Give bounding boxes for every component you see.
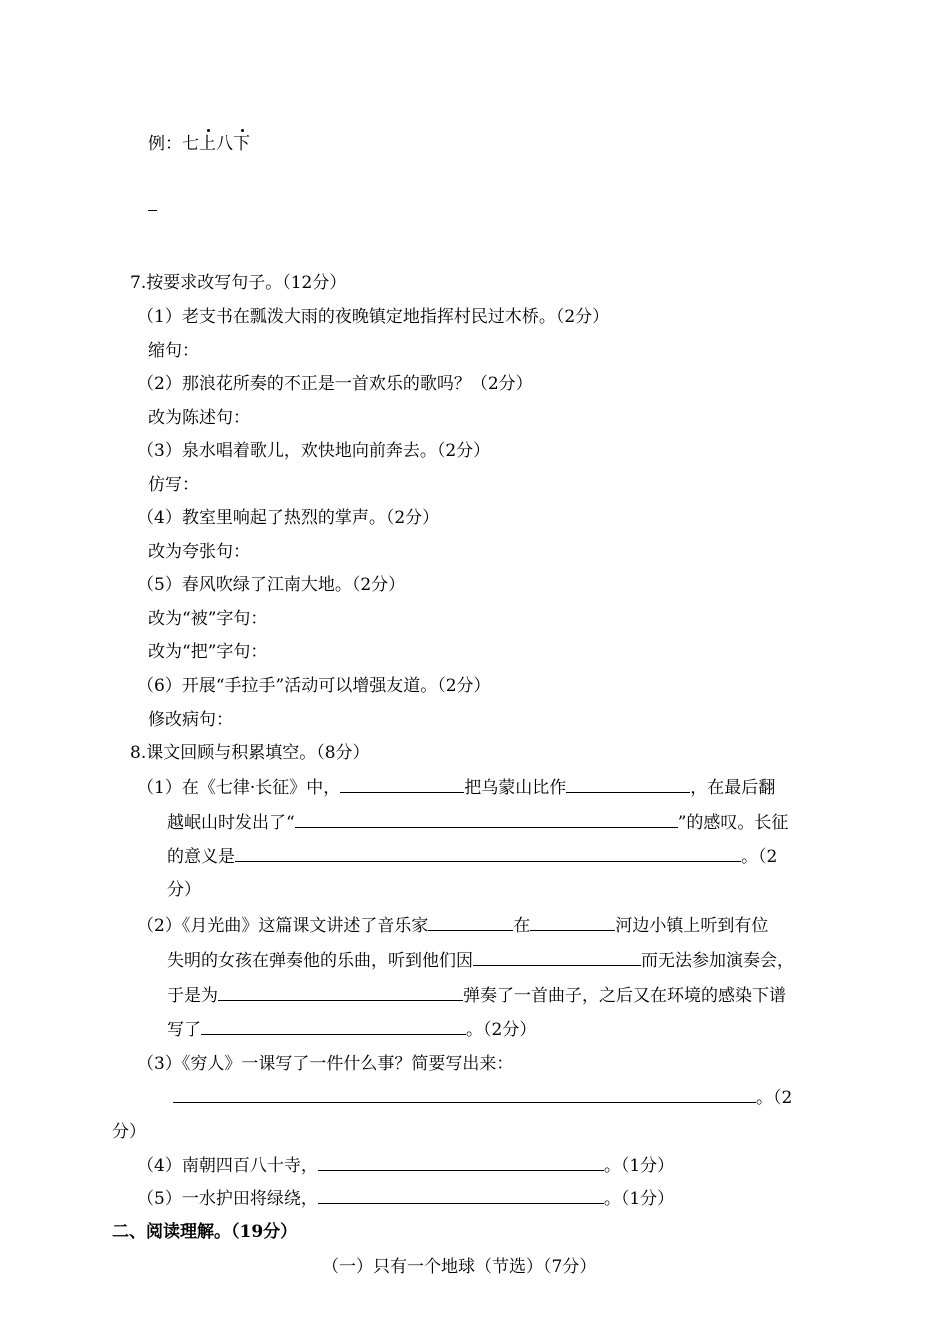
- q7-task-3: 仿写：: [148, 475, 199, 495]
- q7-item-5: （5）春风吹绿了江南大地。（2分）: [137, 575, 406, 595]
- example-line: [148, 133, 250, 155]
- blank-field[interactable]: [318, 1187, 604, 1204]
- blank-field[interactable]: [530, 914, 615, 931]
- q8-p2-text-h: 写了: [167, 1020, 201, 1040]
- blank-field[interactable]: [340, 776, 464, 793]
- blank-field[interactable]: [201, 1018, 466, 1035]
- blank-field[interactable]: [473, 949, 641, 966]
- q7-item-4: （4）教室里响起了热烈的掌声。（2分）: [137, 508, 440, 528]
- q7-item-2: （2）那浪花所奏的不正是一首欢乐的歌吗？（2分）: [137, 374, 533, 394]
- q8-p1-text-g: 。（2: [741, 847, 778, 867]
- q7-task-4: 改为夸张句：: [148, 542, 250, 562]
- q8-p1-line4: 分）: [167, 880, 201, 900]
- q8-p4-text-b: 。（1分）: [603, 1156, 675, 1176]
- q8-p1-line2: [167, 811, 788, 834]
- q7-task-6: 修改病句：: [148, 710, 233, 730]
- q8-p2-text-d: 失明的女孩在弹奏他的乐曲，听到他们因: [167, 951, 473, 971]
- q8-p1-line1: [137, 776, 775, 799]
- section2-subtitle: （一）只有一个地球（节选）（7分）: [322, 1257, 597, 1277]
- q8-p2-line1: [137, 914, 768, 937]
- q8-p1-line3: [167, 845, 777, 868]
- q8-p3-line3: 分）: [112, 1122, 146, 1142]
- q8-p5-text-b: 。（1分）: [603, 1189, 675, 1209]
- q8-title: 8.课文回顾与积累填空。（8分）: [130, 743, 370, 763]
- q7-item-6: （6）开展“手拉手”活动可以增强友道。（2分）: [137, 676, 491, 696]
- q8-p5-line: [137, 1187, 674, 1210]
- q8-p2-line3: [167, 984, 786, 1007]
- q7-item-3: （3）泉水唱着歌儿，欢快地向前奔去。（2分）: [137, 441, 491, 461]
- dotted-char-up: 上: [199, 134, 216, 154]
- q7-task-2: 改为陈述句：: [148, 408, 250, 428]
- blank-field[interactable]: [428, 914, 513, 931]
- q8-p2-text-e: 而无法参加演奏会，: [641, 951, 794, 971]
- q8-p3-line1: （3）《穷人》一课写了一件什么事？简要写出来：: [137, 1054, 514, 1074]
- q8-p2-text-a: （2）《月光曲》这篇课文讲述了音乐家: [137, 916, 429, 936]
- q8-p2-line2: [167, 949, 794, 972]
- answer-dash: [148, 210, 157, 211]
- q8-p2-text-b: 在: [513, 916, 531, 936]
- q8-p5-text-a: （5）一水护田将绿绕，: [137, 1189, 318, 1209]
- q8-p1-text-f: 的意义是: [167, 847, 235, 867]
- q8-p1-text-c: ，在最后翻: [690, 778, 776, 798]
- q8-p2-text-c: 河边小镇上听到有位: [615, 916, 769, 936]
- blank-field[interactable]: [235, 845, 741, 862]
- q7-item-1: （1）老支书在瓢泼大雨的夜晚镇定地指挥村民过木桥。（2分）: [137, 307, 610, 327]
- q8-p1-text-e: ”的感叹。长征: [677, 813, 789, 833]
- q8-p4-text-a: （4）南朝四百八十寺，: [137, 1156, 318, 1176]
- q8-p3-line2: [173, 1086, 792, 1109]
- dotted-char-down: 下: [233, 134, 250, 154]
- section2-title: 二、阅读理解。（19分）: [112, 1222, 298, 1242]
- q8-p1-text-a: （1）在《七律·长征》中，: [137, 778, 341, 798]
- q7-task-1: 缩句：: [148, 341, 199, 361]
- q8-p2-text-f: 于是为: [167, 986, 218, 1006]
- blank-field[interactable]: [318, 1154, 604, 1171]
- q8-p4-line: [137, 1154, 674, 1177]
- q8-p1-text-b: 把乌蒙山比作: [464, 778, 567, 798]
- blank-field[interactable]: [566, 776, 690, 793]
- q7-task-5b: 改为“把”字句：: [148, 642, 268, 662]
- blank-field[interactable]: [173, 1086, 756, 1103]
- q8-p2-line4: [167, 1018, 536, 1041]
- blank-field[interactable]: [295, 811, 678, 828]
- q8-p1-text-d: 越岷山时发出了“: [167, 813, 295, 833]
- q8-p3-text-b: 。（2: [756, 1088, 793, 1108]
- q8-p2-text-g: 弹奏了一首曲子，之后又在环境的感染下谱: [463, 986, 786, 1006]
- q8-p2-text-i: 。（2分）: [466, 1020, 537, 1040]
- blank-field[interactable]: [218, 984, 463, 1001]
- q7-title: 7.按要求改写句子。（12分）: [130, 273, 347, 293]
- q7-task-5a: 改为“被”字句：: [148, 609, 268, 629]
- example-text: 例：七: [148, 134, 199, 154]
- example-text-mid: 八: [216, 134, 233, 154]
